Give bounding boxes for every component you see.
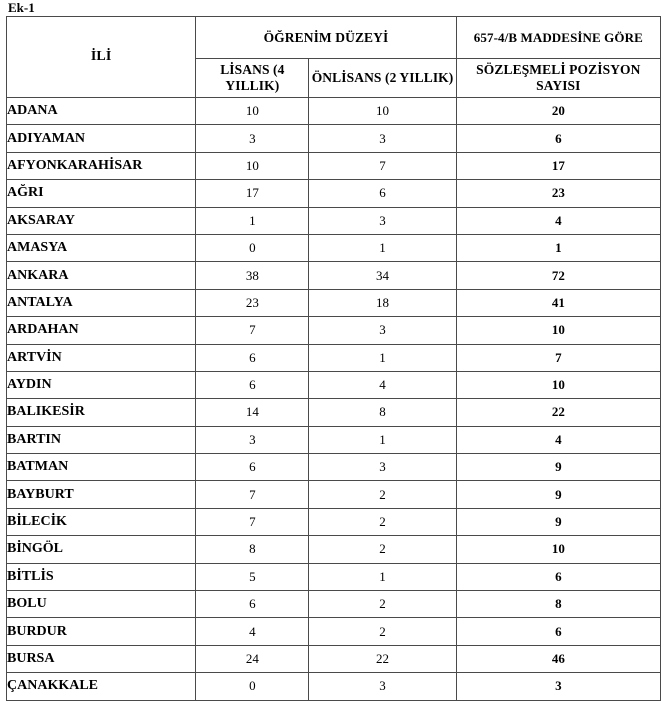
cell-bachelor-count: 10 <box>196 152 309 179</box>
cell-contract-position-count: 20 <box>456 98 660 125</box>
table-header <box>7 17 661 98</box>
cell-bachelor-count: 1 <box>196 207 309 234</box>
cell-bachelor-count: 6 <box>196 371 309 398</box>
table-row <box>7 536 661 563</box>
table-row <box>7 98 661 125</box>
cell-contract-position-count: 10 <box>456 536 660 563</box>
cell-associate-count: 22 <box>309 645 456 672</box>
cell-contract-position-count: 10 <box>456 371 660 398</box>
table-row <box>7 563 661 590</box>
table-row <box>7 317 661 344</box>
cell-bachelor-count: 7 <box>196 508 309 535</box>
table-row <box>7 371 661 398</box>
header-bachelor-4year: LİSANS (4 YILLIK) <box>196 59 309 98</box>
cell-province: ARTVİN <box>7 344 196 371</box>
cell-province: ANKARA <box>7 262 196 289</box>
table-row <box>7 344 661 371</box>
cell-contract-position-count: 46 <box>456 645 660 672</box>
table-row <box>7 399 661 426</box>
table-row <box>7 673 661 700</box>
table-row <box>7 180 661 207</box>
cell-contract-position-count: 9 <box>456 454 660 481</box>
header-province: İLİ <box>7 17 196 98</box>
cell-bachelor-count: 23 <box>196 289 309 316</box>
cell-bachelor-count: 3 <box>196 125 309 152</box>
cell-bachelor-count: 17 <box>196 180 309 207</box>
cell-bachelor-count: 8 <box>196 536 309 563</box>
annex-label: Ek-1 <box>8 0 35 15</box>
header-education-level-group: ÖĞRENİM DÜZEYİ <box>196 17 456 59</box>
cell-province: BATMAN <box>7 454 196 481</box>
cell-associate-count: 2 <box>309 481 456 508</box>
cell-province: ADANA <box>7 98 196 125</box>
cell-bachelor-count: 38 <box>196 262 309 289</box>
cell-associate-count: 8 <box>309 399 456 426</box>
cell-bachelor-count: 7 <box>196 317 309 344</box>
cell-bachelor-count: 14 <box>196 399 309 426</box>
province-position-table-container <box>6 16 661 701</box>
cell-contract-position-count: 23 <box>456 180 660 207</box>
cell-associate-count: 1 <box>309 344 456 371</box>
table-row <box>7 234 661 261</box>
table-row <box>7 262 661 289</box>
cell-province: BOLU <box>7 591 196 618</box>
table-row <box>7 645 661 672</box>
cell-bachelor-count: 6 <box>196 591 309 618</box>
cell-associate-count: 1 <box>309 426 456 453</box>
cell-contract-position-count: 6 <box>456 125 660 152</box>
table-row <box>7 618 661 645</box>
cell-associate-count: 4 <box>309 371 456 398</box>
cell-bachelor-count: 6 <box>196 344 309 371</box>
cell-contract-position-count: 4 <box>456 426 660 453</box>
cell-bachelor-count: 3 <box>196 426 309 453</box>
province-position-table <box>6 16 661 701</box>
cell-province: ADIYAMAN <box>7 125 196 152</box>
cell-associate-count: 2 <box>309 536 456 563</box>
cell-bachelor-count: 4 <box>196 618 309 645</box>
cell-bachelor-count: 0 <box>196 234 309 261</box>
cell-bachelor-count: 6 <box>196 454 309 481</box>
cell-bachelor-count: 24 <box>196 645 309 672</box>
cell-associate-count: 3 <box>309 454 456 481</box>
cell-associate-count: 3 <box>309 207 456 234</box>
cell-contract-position-count: 22 <box>456 399 660 426</box>
cell-province: BİNGÖL <box>7 536 196 563</box>
cell-contract-position-count: 72 <box>456 262 660 289</box>
table-row <box>7 481 661 508</box>
cell-bachelor-count: 0 <box>196 673 309 700</box>
cell-province: AMASYA <box>7 234 196 261</box>
cell-contract-position-count: 7 <box>456 344 660 371</box>
cell-contract-position-count: 6 <box>456 563 660 590</box>
cell-province: BARTIN <box>7 426 196 453</box>
cell-province: ÇANAKKALE <box>7 673 196 700</box>
cell-contract-position-count: 6 <box>456 618 660 645</box>
table-header-row-1 <box>7 17 661 59</box>
cell-contract-position-count: 4 <box>456 207 660 234</box>
cell-province: AFYONKARAHİSAR <box>7 152 196 179</box>
cell-contract-position-count: 10 <box>456 317 660 344</box>
header-contract-position-count: SÖZLEŞMELİ POZİSYON SAYISI <box>456 59 660 98</box>
cell-province: BİTLİS <box>7 563 196 590</box>
cell-contract-position-count: 1 <box>456 234 660 261</box>
table-row <box>7 207 661 234</box>
cell-associate-count: 3 <box>309 673 456 700</box>
table-row <box>7 591 661 618</box>
cell-associate-count: 2 <box>309 618 456 645</box>
table-row <box>7 508 661 535</box>
cell-contract-position-count: 17 <box>456 152 660 179</box>
cell-province: AKSARAY <box>7 207 196 234</box>
cell-associate-count: 1 <box>309 234 456 261</box>
cell-contract-position-count: 8 <box>456 591 660 618</box>
cell-province: BURDUR <box>7 618 196 645</box>
table-row <box>7 152 661 179</box>
cell-province: BAYBURT <box>7 481 196 508</box>
table-row <box>7 125 661 152</box>
cell-associate-count: 1 <box>309 563 456 590</box>
header-article-657-group: 657-4/B MADDESİNE GÖRE <box>456 17 660 59</box>
cell-associate-count: 2 <box>309 508 456 535</box>
table-row <box>7 289 661 316</box>
cell-contract-position-count: 9 <box>456 481 660 508</box>
table-row <box>7 454 661 481</box>
cell-province: ARDAHAN <box>7 317 196 344</box>
cell-province: AYDIN <box>7 371 196 398</box>
cell-associate-count: 3 <box>309 317 456 344</box>
table-row <box>7 426 661 453</box>
cell-associate-count: 6 <box>309 180 456 207</box>
cell-province: BALIKESİR <box>7 399 196 426</box>
header-associate-2year: ÖNLİSANS (2 YILLIK) <box>309 59 456 98</box>
table-body <box>7 98 661 701</box>
cell-contract-position-count: 41 <box>456 289 660 316</box>
cell-associate-count: 2 <box>309 591 456 618</box>
cell-province: BURSA <box>7 645 196 672</box>
cell-associate-count: 18 <box>309 289 456 316</box>
cell-contract-position-count: 9 <box>456 508 660 535</box>
cell-bachelor-count: 10 <box>196 98 309 125</box>
cell-province: ANTALYA <box>7 289 196 316</box>
cell-contract-position-count: 3 <box>456 673 660 700</box>
cell-province: AĞRI <box>7 180 196 207</box>
cell-associate-count: 10 <box>309 98 456 125</box>
cell-bachelor-count: 5 <box>196 563 309 590</box>
cell-associate-count: 7 <box>309 152 456 179</box>
cell-associate-count: 3 <box>309 125 456 152</box>
cell-associate-count: 34 <box>309 262 456 289</box>
cell-province: BİLECİK <box>7 508 196 535</box>
cell-bachelor-count: 7 <box>196 481 309 508</box>
